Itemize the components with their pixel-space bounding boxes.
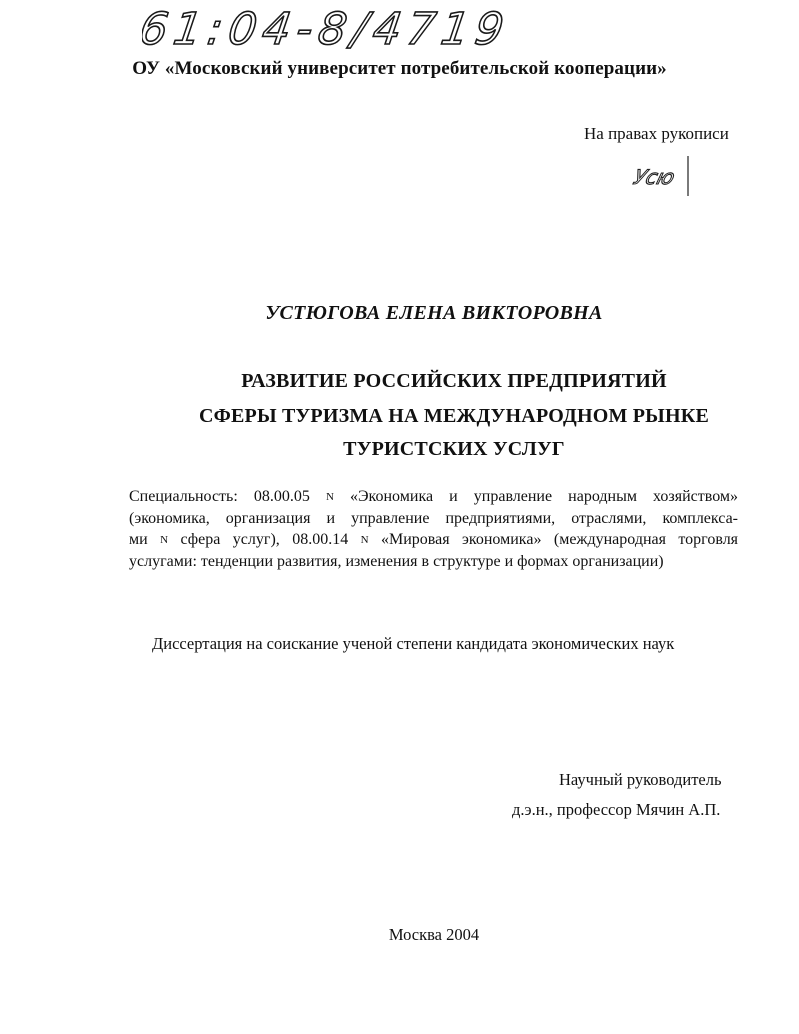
signature [632, 148, 702, 204]
title-line-2: СФЕРЫ ТУРИЗМА НА МЕЖДУНАРОДНОМ РЫНКЕ [198, 405, 710, 427]
signature-text: Усю [632, 165, 678, 189]
manuscript-rights-note: На правах рукописи [584, 124, 729, 143]
specialty-line-2: (экономика, организация и управление предприятиями, отраслями, комплекса- [129, 510, 738, 527]
registry-number-image [142, 0, 562, 60]
specialty-paragraph [129, 486, 738, 572]
title-line-1: РАЗВИТИЕ РОССИЙСКИХ ПРЕДПРИЯТИЙ [241, 370, 667, 392]
author-name: УСТЮГОВА ЕЛЕНА ВИКТОРОВНА [265, 302, 603, 324]
organization-name: ОУ «Московский университет потребительской кооперации» [132, 58, 667, 79]
handwritten-registry-number [142, 0, 562, 55]
registry-number-text: 61:04-8/4719 [142, 4, 513, 55]
supervisor-name: д.э.н., профессор Мячин А.П. [512, 800, 721, 819]
specialty-line-4: услугами: тенденции развития, изменения в структуре и формах организации) [129, 553, 664, 570]
supervisor-label: Научный руководитель [559, 770, 722, 789]
specialty-line-1: Специальность: 08.00.05 N «Экономика и управление народным хозяйством» [129, 488, 739, 505]
specialty-line-3: ми N сфера услуг), 08.00.14 N «Мировая экономика» (международная торговля [129, 531, 739, 548]
title-line-3: ТУРИСТСКИХ УСЛУГ [343, 438, 565, 460]
signature-image [632, 148, 702, 204]
city-year: Москва 2004 [388, 925, 480, 944]
dissertation-statement: Диссертация на соискание ученой степени кандидата экономических наук [152, 634, 675, 653]
